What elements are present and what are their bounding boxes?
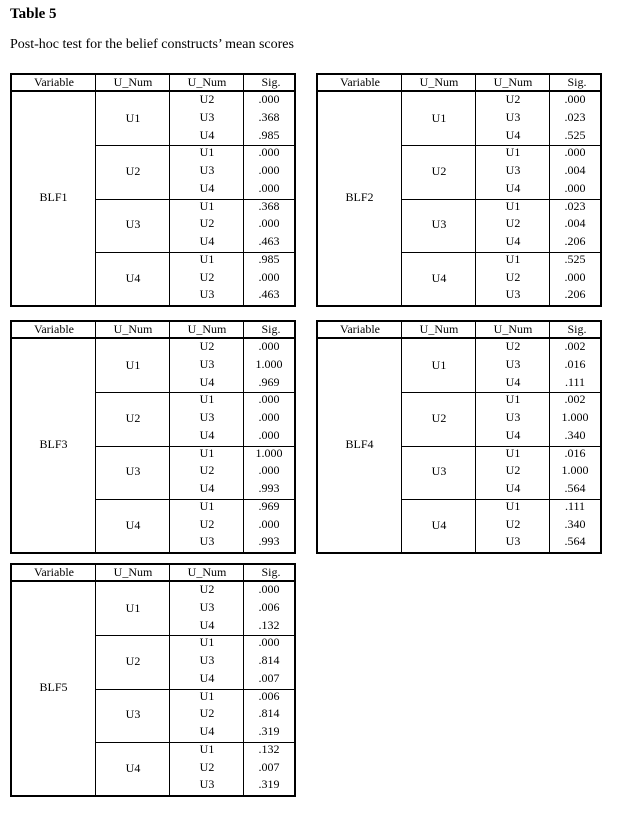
group-u-num: U3	[125, 464, 141, 479]
compare-u-num: U1	[199, 688, 215, 703]
header-cell: U_Num	[187, 75, 227, 89]
sig-value: .002	[564, 392, 586, 407]
compare-u-num: U4	[199, 180, 215, 195]
compare-u-num: U1	[199, 635, 215, 650]
compare-u-num: U4	[505, 427, 521, 442]
compare-u-num: U3	[505, 109, 521, 124]
header-cell: Sig.	[261, 565, 281, 579]
header-cell: Variable	[340, 75, 380, 89]
sig-value: .023	[564, 109, 586, 124]
header-cell: U_Num	[419, 75, 459, 89]
sig-value: .463	[258, 287, 280, 302]
compare-u-num: U4	[505, 127, 521, 142]
header-cell: U_Num	[113, 75, 153, 89]
compare-u-num: U4	[505, 481, 521, 495]
sig-value: 1.000	[255, 445, 283, 460]
compare-u-num: U1	[199, 741, 215, 756]
group-u-num: U4	[125, 760, 141, 775]
sig-value: 1.000	[561, 463, 589, 478]
posthoc-table	[10, 320, 296, 554]
sig-value: .340	[564, 516, 586, 531]
sig-value: .525	[564, 127, 586, 142]
group-u-num: U1	[125, 110, 141, 125]
compare-u-num: U4	[199, 127, 215, 142]
compare-u-num: U4	[199, 481, 215, 495]
group-u-num: U1	[125, 600, 141, 615]
sig-value: .000	[258, 163, 280, 177]
sig-value: .000	[258, 410, 280, 424]
sig-value: .111	[564, 374, 586, 389]
sig-value: .000	[564, 269, 586, 284]
group-u-num: U2	[125, 164, 141, 178]
group-u-num: U3	[125, 707, 141, 722]
sig-value: .814	[258, 706, 280, 721]
sig-value: .969	[258, 498, 280, 513]
table-title: Table 5	[10, 6, 57, 22]
posthoc-table	[10, 73, 296, 307]
sig-value: .000	[258, 635, 280, 650]
compare-u-num: U4	[199, 234, 215, 248]
header-cell: Sig.	[261, 322, 281, 336]
sig-value: .000	[258, 339, 280, 353]
compare-u-num: U1	[199, 392, 215, 407]
compare-u-num: U2	[199, 216, 215, 231]
sig-value: 1.000	[255, 356, 283, 371]
compare-u-num: U1	[505, 498, 521, 513]
sig-value: .993	[258, 481, 280, 495]
sig-value: .000	[258, 216, 280, 231]
compare-u-num: U4	[505, 234, 521, 248]
header-cell: U_Num	[187, 565, 227, 579]
sig-value: .006	[258, 599, 280, 614]
compare-u-num: U2	[199, 582, 215, 596]
compare-u-num: U1	[199, 445, 215, 460]
compare-u-num: U4	[199, 724, 215, 738]
sig-value: .000	[258, 392, 280, 407]
sig-value: .000	[564, 92, 586, 106]
table-header-row	[318, 75, 600, 92]
header-cell: U_Num	[187, 322, 227, 336]
sig-value: .319	[258, 777, 280, 792]
group-u-num: U4	[431, 517, 447, 532]
compare-u-num: U3	[199, 163, 215, 177]
compare-u-num: U4	[505, 180, 521, 195]
sig-value: .000	[258, 269, 280, 284]
group-u-num: U2	[431, 164, 447, 178]
header-cell: U_Num	[113, 565, 153, 579]
group-u-num: U1	[125, 357, 141, 372]
compare-u-num: U2	[505, 339, 521, 353]
header-cell: Variable	[34, 75, 74, 89]
sig-value: .000	[258, 463, 280, 478]
table-header-row	[12, 565, 294, 582]
group-u-num: U1	[431, 110, 447, 125]
sig-value: .985	[258, 127, 280, 142]
header-cell: U_Num	[493, 322, 533, 336]
sig-value: .319	[258, 724, 280, 738]
compare-u-num: U2	[505, 463, 521, 478]
sig-value: .016	[564, 445, 586, 460]
sig-value: .000	[258, 145, 280, 160]
compare-u-num: U1	[199, 198, 215, 213]
header-cell: Sig.	[567, 75, 587, 89]
sig-value: .000	[258, 516, 280, 531]
compare-u-num: U3	[505, 410, 521, 424]
compare-u-num: U3	[199, 410, 215, 424]
compare-u-num: U2	[199, 269, 215, 284]
compare-u-num: U2	[199, 339, 215, 353]
sig-value: .000	[258, 427, 280, 442]
compare-u-num: U3	[199, 599, 215, 614]
compare-u-num: U3	[199, 287, 215, 302]
sig-value: .368	[258, 198, 280, 213]
sig-value: .000	[564, 180, 586, 195]
sig-value: .463	[258, 234, 280, 248]
group-u-num: U2	[125, 654, 141, 668]
group-u-num: U2	[431, 411, 447, 425]
table-header-row	[318, 322, 600, 339]
sig-value: .000	[564, 145, 586, 160]
compare-u-num: U2	[199, 92, 215, 106]
sig-value: 1.000	[561, 410, 589, 424]
sig-value: .969	[258, 374, 280, 389]
variable-label: BLF4	[345, 436, 374, 451]
sig-value: .004	[564, 216, 586, 231]
compare-u-num: U3	[505, 163, 521, 177]
compare-u-num: U4	[505, 374, 521, 389]
group-u-num: U2	[125, 411, 141, 425]
sig-value: .023	[564, 198, 586, 213]
variable-label: BLF2	[345, 189, 374, 204]
compare-u-num: U3	[199, 356, 215, 371]
compare-u-num: U1	[505, 392, 521, 407]
compare-u-num: U3	[199, 534, 215, 549]
compare-u-num: U1	[199, 145, 215, 160]
table-caption: Post-hoc test for the belief constructs’ mean scores	[10, 37, 294, 52]
compare-u-num: U2	[199, 706, 215, 721]
group-u-num: U4	[125, 270, 141, 285]
compare-u-num: U2	[505, 269, 521, 284]
sig-value: .016	[564, 356, 586, 371]
sig-value: .006	[258, 688, 280, 703]
sig-value: .564	[564, 534, 586, 549]
sig-value: .000	[258, 92, 280, 106]
sig-value: .000	[258, 582, 280, 596]
compare-u-num: U2	[505, 92, 521, 106]
compare-u-num: U2	[199, 463, 215, 478]
sig-value: .002	[564, 339, 586, 353]
compare-u-num: U3	[199, 109, 215, 124]
compare-u-num: U1	[199, 251, 215, 266]
compare-u-num: U2	[505, 216, 521, 231]
header-cell: Sig.	[261, 75, 281, 89]
group-u-num: U1	[431, 357, 447, 372]
sig-value: .564	[564, 481, 586, 495]
variable-label: BLF5	[39, 679, 68, 694]
variable-label: BLF3	[39, 436, 68, 451]
header-cell: Variable	[34, 565, 74, 579]
variable-label: BLF1	[39, 189, 68, 204]
compare-u-num: U3	[505, 356, 521, 371]
header-cell: Variable	[34, 322, 74, 336]
sig-value: .132	[258, 617, 280, 632]
sig-value: .007	[258, 670, 280, 685]
header-cell: Variable	[340, 322, 380, 336]
compare-u-num: U4	[199, 374, 215, 389]
header-cell: Sig.	[567, 322, 587, 336]
compare-u-num: U1	[505, 445, 521, 460]
compare-u-num: U4	[199, 617, 215, 632]
sig-value: .814	[258, 653, 280, 667]
compare-u-num: U4	[199, 427, 215, 442]
table-header-row	[12, 75, 294, 92]
sig-value: .111	[564, 498, 586, 513]
posthoc-table	[316, 320, 602, 554]
header-cell: U_Num	[419, 322, 459, 336]
sig-value: .206	[564, 287, 586, 302]
compare-u-num: U3	[505, 534, 521, 549]
group-u-num: U4	[431, 270, 447, 285]
compare-u-num: U1	[199, 498, 215, 513]
group-u-num: U3	[125, 217, 141, 232]
sig-value: .993	[258, 534, 280, 549]
compare-u-num: U2	[199, 759, 215, 774]
sig-value: .525	[564, 251, 586, 266]
compare-u-num: U1	[505, 198, 521, 213]
sig-value: .985	[258, 251, 280, 266]
table-header-row	[12, 322, 294, 339]
compare-u-num: U4	[199, 670, 215, 685]
compare-u-num: U2	[199, 516, 215, 531]
compare-u-num: U2	[505, 516, 521, 531]
sig-value: .132	[258, 741, 280, 756]
header-cell: U_Num	[493, 75, 533, 89]
compare-u-num: U1	[505, 251, 521, 266]
compare-u-num: U3	[199, 653, 215, 667]
group-u-num: U4	[125, 517, 141, 532]
compare-u-num: U3	[505, 287, 521, 302]
sig-value: .206	[564, 234, 586, 248]
sig-value: .368	[258, 109, 280, 124]
posthoc-table	[316, 73, 602, 307]
compare-u-num: U3	[199, 777, 215, 792]
compare-u-num: U1	[505, 145, 521, 160]
sig-value: .000	[258, 180, 280, 195]
sig-value: .004	[564, 163, 586, 177]
sig-value: .340	[564, 427, 586, 442]
header-cell: U_Num	[113, 322, 153, 336]
posthoc-table	[10, 563, 296, 797]
group-u-num: U3	[431, 217, 447, 232]
sig-value: .007	[258, 759, 280, 774]
group-u-num: U3	[431, 464, 447, 479]
